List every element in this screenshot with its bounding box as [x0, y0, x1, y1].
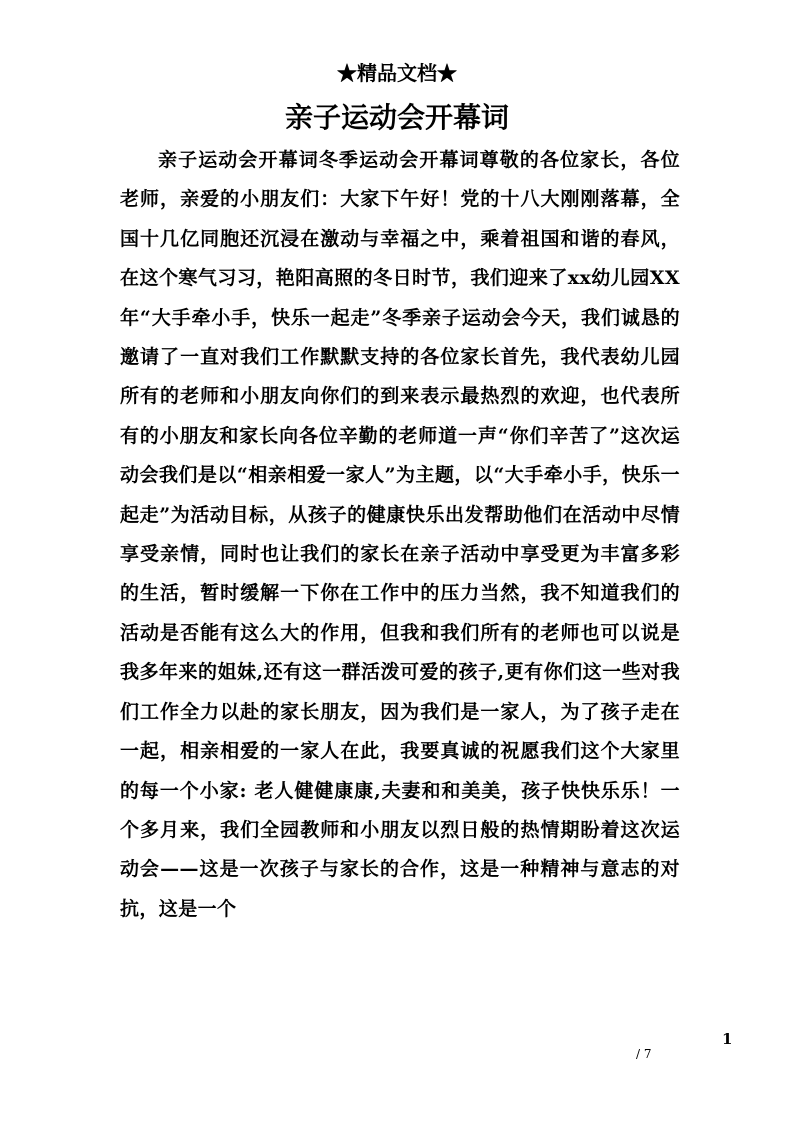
page-total: / 7: [636, 1047, 652, 1061]
page-number: 1: [722, 1030, 733, 1048]
document-title: 亲子运动会开幕词: [284, 101, 509, 134]
body-paragraph: 亲子运动会开幕词冬季运动会开幕词尊敬的各位家长，各位老师，亲爱的小朋友们：大家下午好！党的十八大刚刚落幕，全国十几亿同胞还沉浸在激动与幸福之中，乘着祖国和谐的春风，在这个寒气习习，艳阳高照的冬日时节，我们迎来了xx幼儿园XX年“大手牵小手，快乐一起走”冬季亲子运动会今天，我们诚恳的邀请了一直对我们工作默默支持的各位家长首先，我代表幼儿园所有的老师和小朋友向你们的到来表示最热烈的欢迎，也代表所有的小朋友和家长向各位辛勤的老师道一声“你们辛苦了”这次运动会我们是以“相亲相爱一家人”为主题，以“大手牵小手，快乐一起走”为活动目标，从孩子的健康快乐出发帮助他们在活动中尽情享受亲情，同时也让我们的家长在亲子活动中享受更为丰富多彩的生活，暂时缓解一下你在工作中的压力当然，我不知道我们的活动是否能有这么大的作用，但我和我们所有的老师也可以说是我多年来的姐妹,还有这一群活泼可爱的孩子,更有你们这一些对我们工作全力以赴的家长朋友，因为我们是一家人，为了孩子走在一起，相亲相爱的一家人在此，我要真诚的祝愿我们这个大家里的每一个小家: 老人健健康康,夫妻和和美美，孩子快快乐乐！一个多月来，我们全园教师和小朋友以烈日般的热情期盼着这次运动会——这是一次孩子与家长的合作，这是一种精神与意志的对抗，这是一个: [120, 149, 680, 920]
header-label: ★精品文档★: [337, 61, 457, 85]
